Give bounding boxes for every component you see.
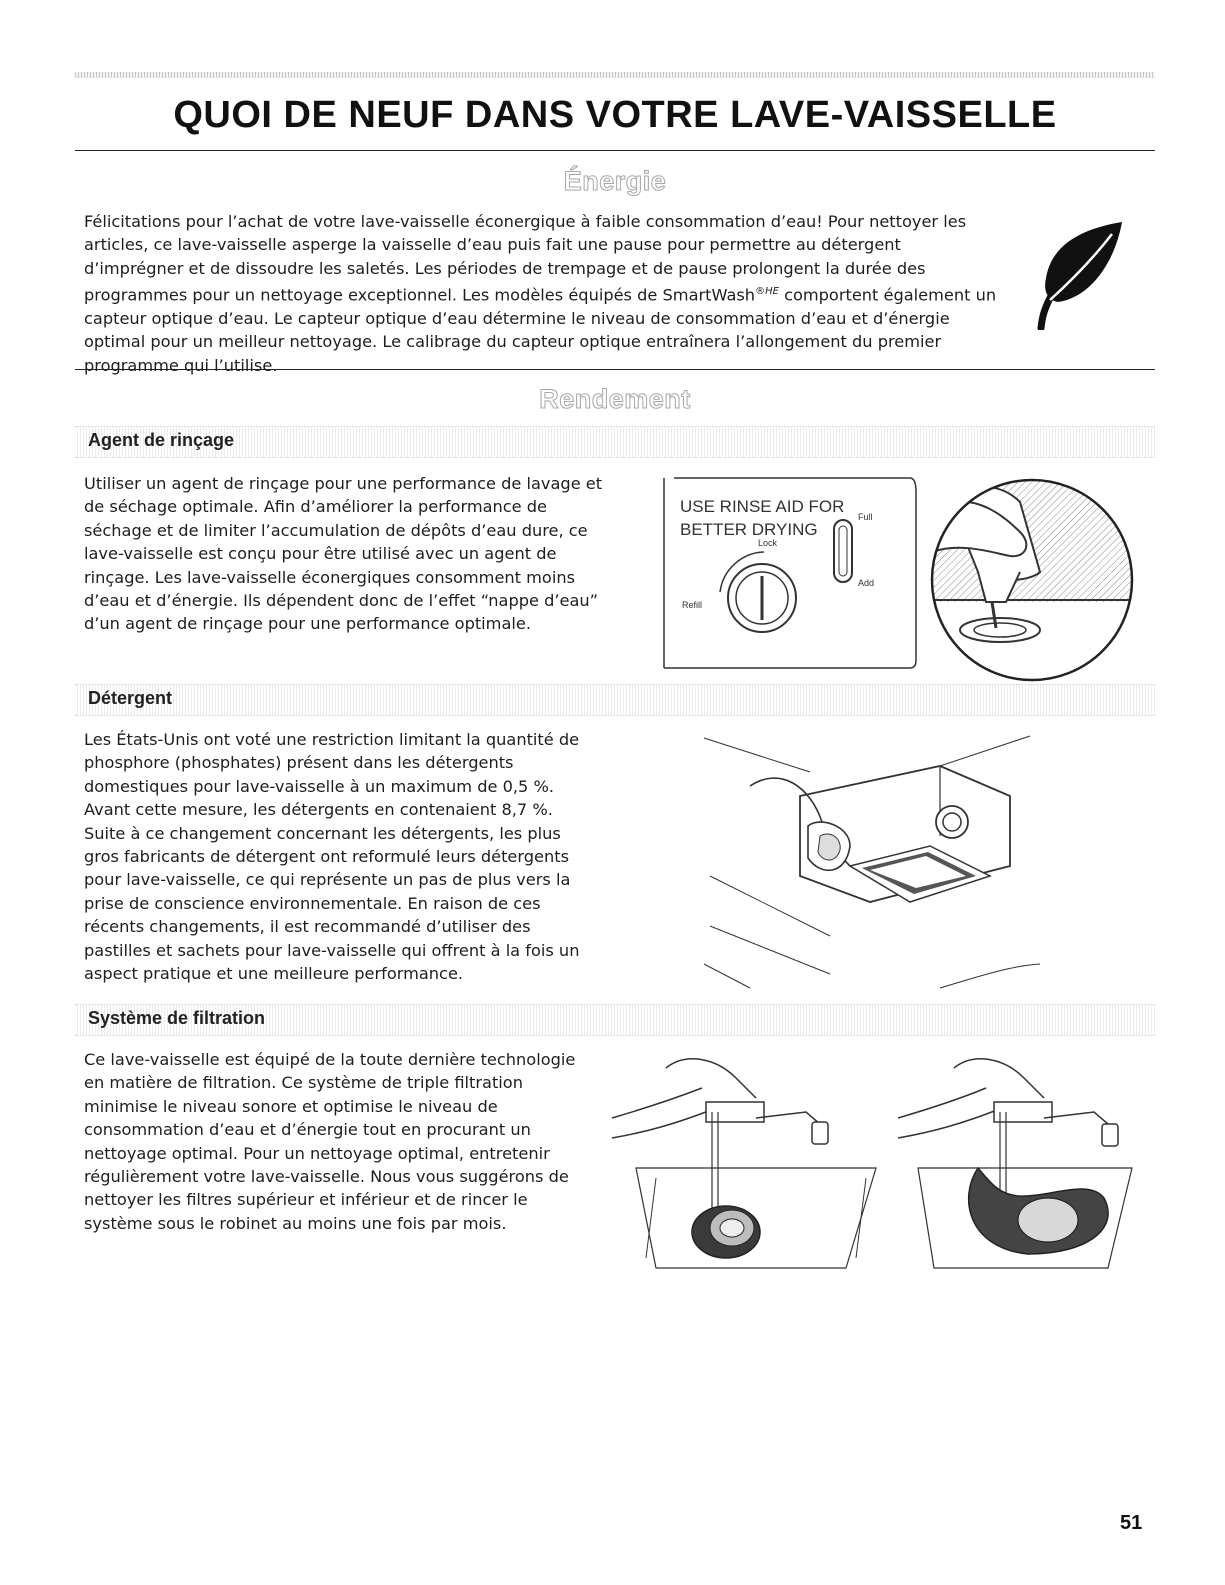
filtration-paragraph: Ce lave-vaisselle est équipé de la toute dernière technologie en matière de filtration. Ce système de triple filtration minimise le niveau sonore et optimise le niveau de consommation d’eau et d’énergie tout en procurant un nettoyage optimal. Pour un nettoyage optimal, entretenir régulièrement votre lave-vaisselle. Nous vous suggérons de nettoyer les filtres supérieur et inférieur et de rincer le système sous le robinet au moins une fois par mois. [84, 1050, 576, 1233]
lock-label: Lock [758, 538, 778, 548]
detergent-dispenser-illustration [690, 726, 1050, 996]
lower-filter-rinse-illustration [898, 1048, 1134, 1280]
full-label: Full [858, 512, 873, 522]
leaf-icon [1026, 218, 1130, 330]
rinse-aid-illustration [660, 472, 1138, 684]
upper-filter-rinse-illustration [606, 1048, 892, 1280]
filtration-heading: Système de filtration [88, 1008, 266, 1028]
top-decorative-strip [75, 72, 1155, 78]
energy-paragraph: Félicitations pour l’achat de votre lave-vaisselle éconergique à faible consommation d’eau! Pour nettoyer les articles, ce lave-vaisselle asperge la vaisselle d’eau puis fait une pause pour permettre au détergent d’imprégner et de dissoudre les saletés. Les périodes de trempage et de pause prolongent la durée des programmes pour un nettoyage exceptionnel. Les modèles équipés de SmartWash$^{®HE}$ comportent également un capteur optique d’eau. Le capteur optique d’eau détermine le niveau de consommation d’eau et d’énergie optimal pour un meilleur nettoyage. Le calibrage du capteur optique entraînera l’allongement du premier programme qui l’utilise. [84, 212, 997, 375]
detergent-heading: Détergent [88, 688, 173, 708]
energy-section-title: Énergie [563, 166, 667, 196]
rinse-aid-paragraph: Utiliser un agent de rinçage pour une performance de lavage et de séchage optimale. Afin d’améliorer la performance de séchage et de limiter l’accumulation de dépôts d’eau dure, ce lave-vaisselle est conçu pour être utilisé avec un agent de rinçage. Les lave-vaisselle éconergiques consomment moins d’eau et d’énergie. Ils dépendent donc de l’effet “nappe d’eau” d’un agent de rinçage pour une performance optimale. [84, 474, 603, 634]
refill-label: Refill [682, 600, 703, 610]
title-divider [75, 150, 1155, 151]
rinse-aid-heading-bar [75, 426, 1155, 458]
rinse-aid-heading: Agent de rinçage [88, 430, 235, 450]
rinse-aid-panel-line2: BETTER DRYING [680, 520, 818, 539]
energy-divider [75, 369, 1155, 370]
page-title: QUOI DE NEUF DANS VOTRE LAVE-VAISSELLE [173, 94, 1057, 136]
performance-section-title: Rendement [539, 384, 691, 414]
detergent-paragraph: Les États-Unis ont voté une restriction limitant la quantité de phosphore (phosphates) présent dans les détergents domestiques pour lave-vaisselle à un maximum de 0,5 %. Avant cette mesure, les détergents en contenaient 8,7 %. Suite à ce changement concernant les détergents, les plus gros fabricants de détergent ont reformulé leurs détergents pour lave-vaisselle, ce qui représente un pas de plus vers la prise de conscience environnementale. En raison de ces récents changements, il est recommandé d’utiliser des pastilles et sachets pour lave-vaisselle qui offrent à la fois un aspect pratique et une meilleure performance. [84, 730, 580, 984]
page-number: 51 [1120, 1512, 1143, 1534]
add-label: Add [858, 578, 875, 588]
detergent-heading-bar [75, 684, 1155, 716]
rinse-aid-panel-line1: USE RINSE AID FOR [680, 497, 845, 516]
smartwash-he-mark: ®HE [755, 286, 779, 298]
